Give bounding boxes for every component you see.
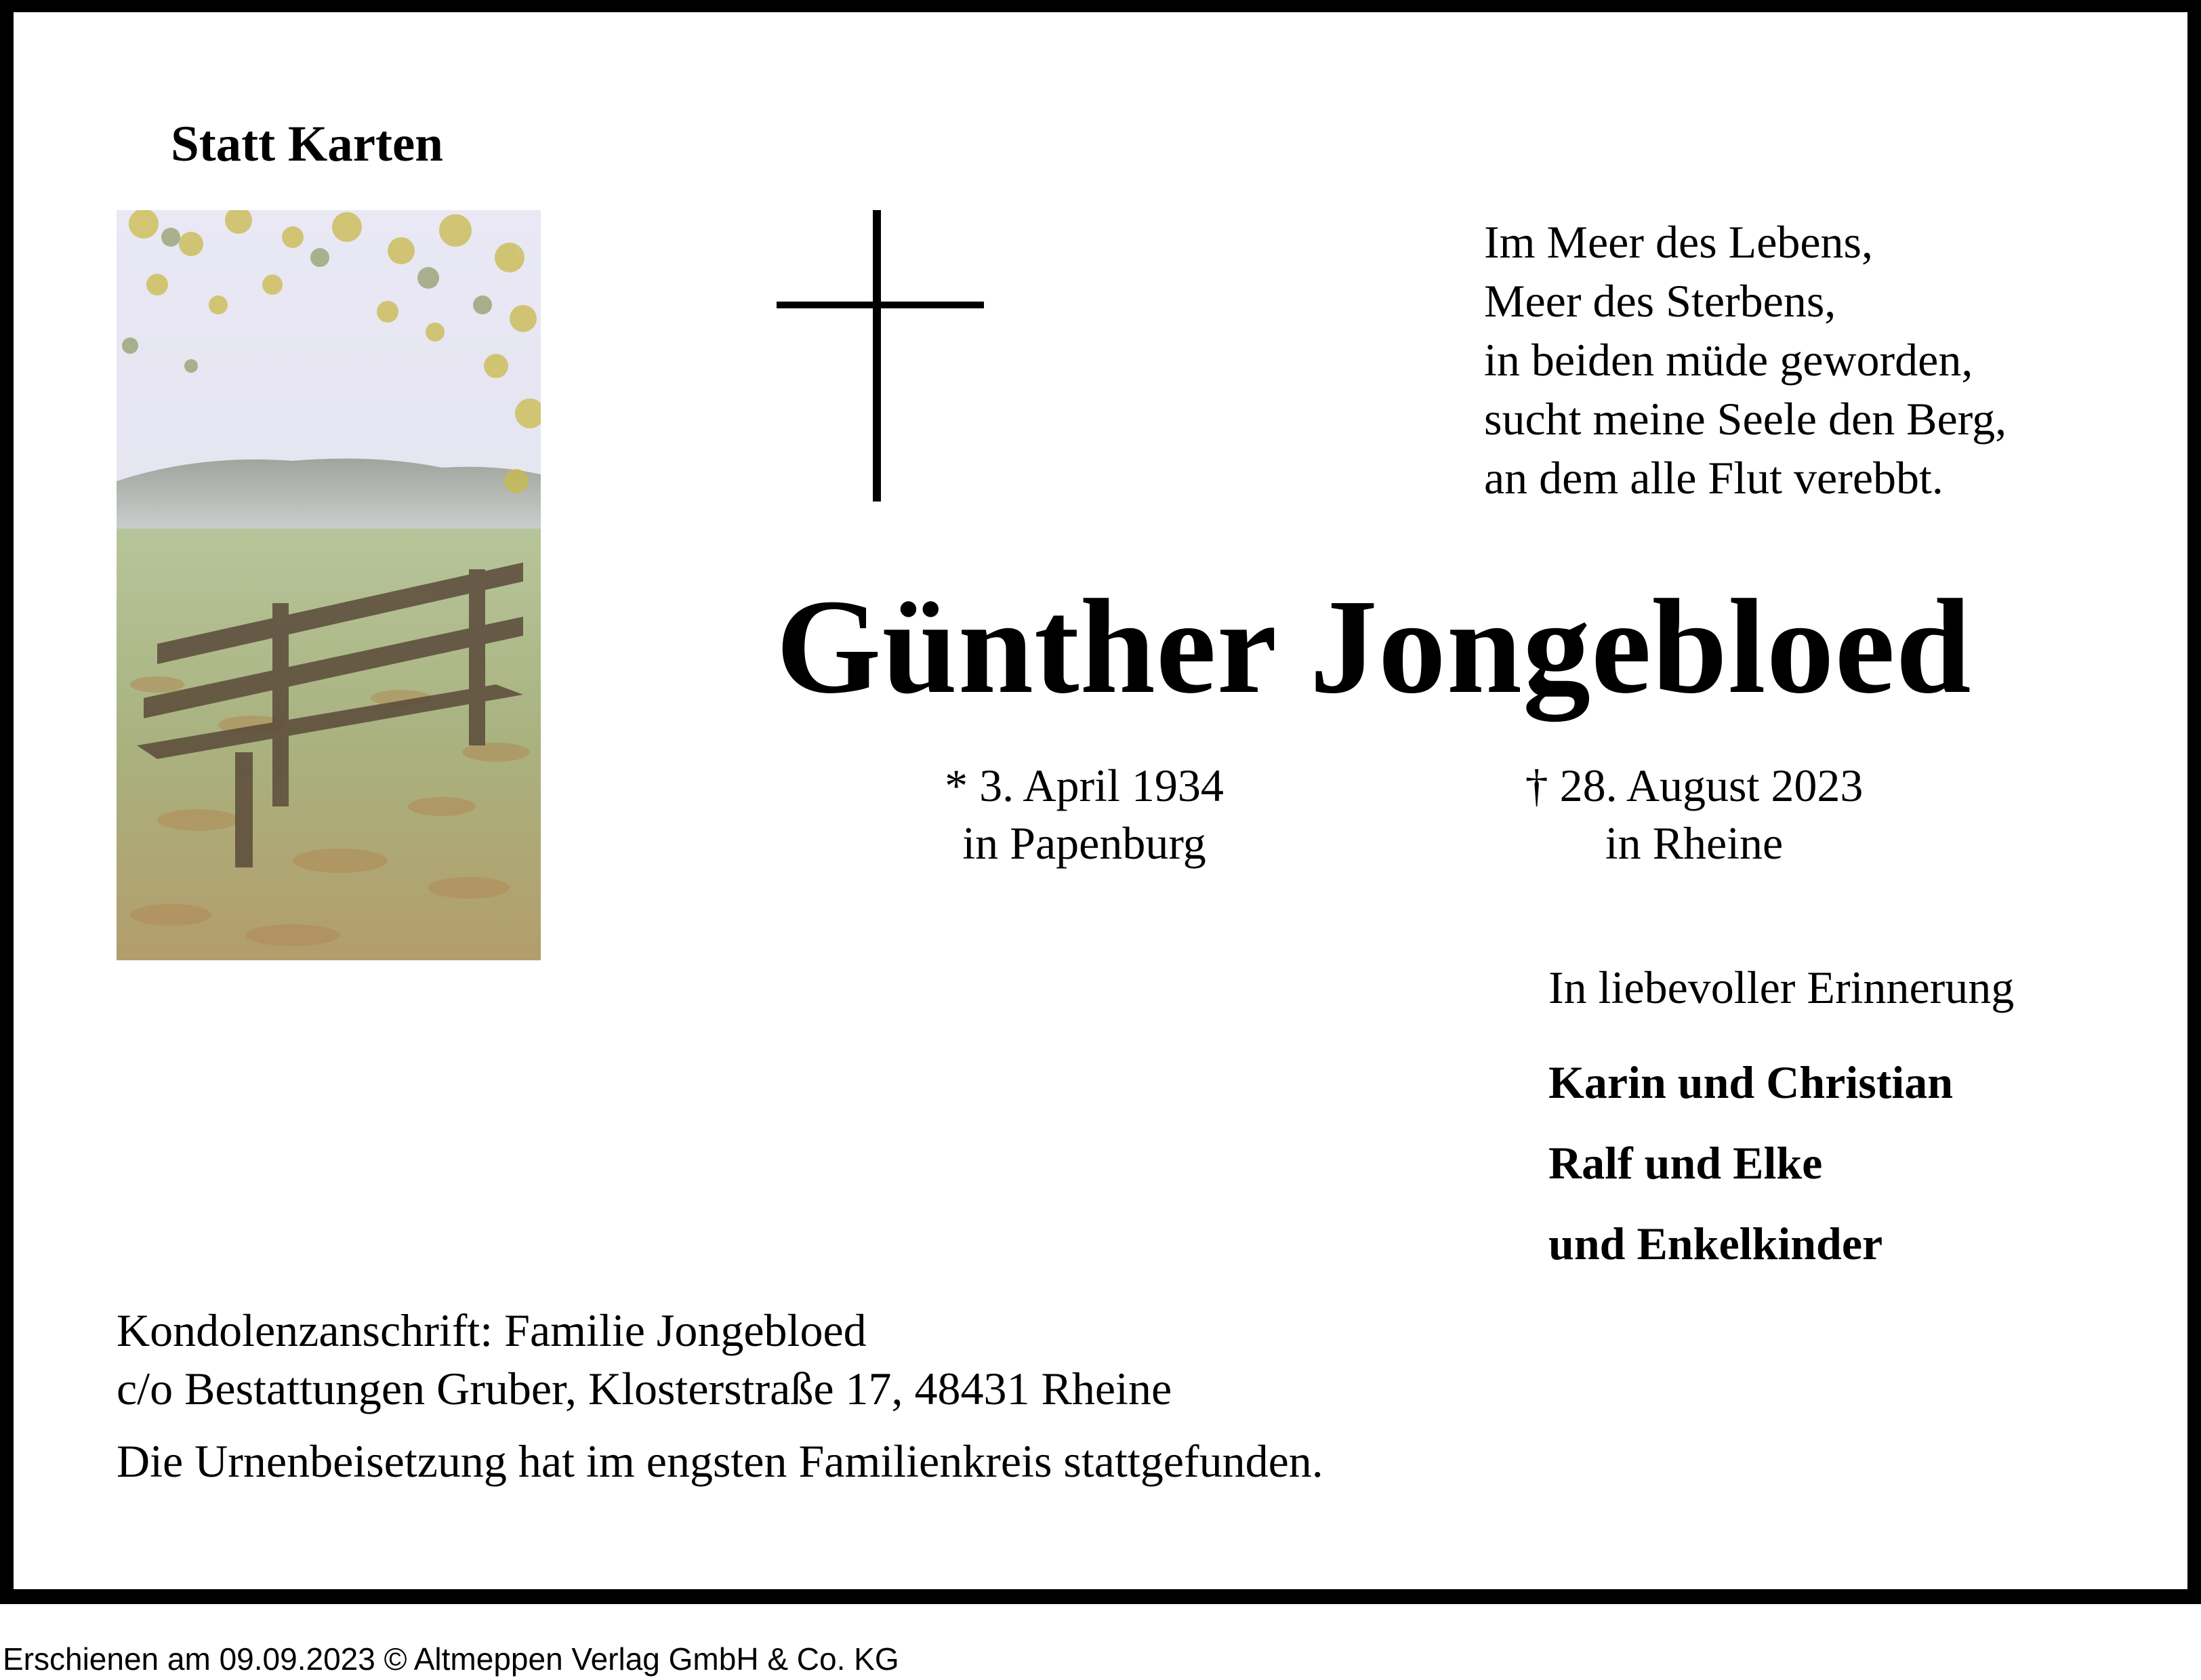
- poem-verse: [1484, 213, 2007, 508]
- deceased-name: Günther Jongebloed: [776, 572, 1972, 722]
- poem-line: in beiden müde geworden,: [1484, 334, 1973, 386]
- poem-line: sucht meine Seele den Berg,: [1484, 393, 2007, 445]
- poem-line: Meer des Sterbens,: [1484, 275, 1836, 327]
- mourner-name: Ralf und Elke: [1548, 1137, 1823, 1189]
- autumn-bench-landscape-photo: [117, 210, 541, 960]
- poem-line: an dem alle Flut verebbt.: [1484, 452, 1943, 504]
- cross-icon: [777, 210, 984, 501]
- condolence-line: c/o Bestattungen Gruber, Klosterstraße 17, 48431 Rheine: [117, 1363, 1172, 1414]
- death-place: in Rheine: [1605, 817, 1784, 869]
- poem-line: Im Meer des Lebens,: [1484, 216, 1874, 268]
- publication-footer: Erschienen am 09.09.2023 © Altmeppen Verlag GmbH & Co. KG: [3, 1641, 899, 1677]
- death-info: [1491, 757, 1897, 872]
- burial-notice: Die Urnenbeisetzung hat im engsten Familienkreis stattgefunden.: [117, 1435, 1323, 1487]
- birth-place: in Papenburg: [962, 817, 1206, 869]
- death-date: † 28. August 2023: [1525, 760, 1864, 811]
- statt-karten-heading: Statt Karten: [171, 116, 443, 172]
- mourner-name: und Enkelkinder: [1548, 1218, 1883, 1269]
- birth-date: * 3. April 1934: [945, 760, 1224, 811]
- condolence-line: Kondolenzanschrift: Familie Jongebloed: [117, 1305, 867, 1356]
- birth-info: [881, 757, 1288, 872]
- condolence-address: [117, 1301, 1172, 1418]
- mourner-name: Karin und Christian: [1548, 1057, 1954, 1108]
- memory-intro: In liebevoller Erinnerung: [1548, 962, 2015, 1013]
